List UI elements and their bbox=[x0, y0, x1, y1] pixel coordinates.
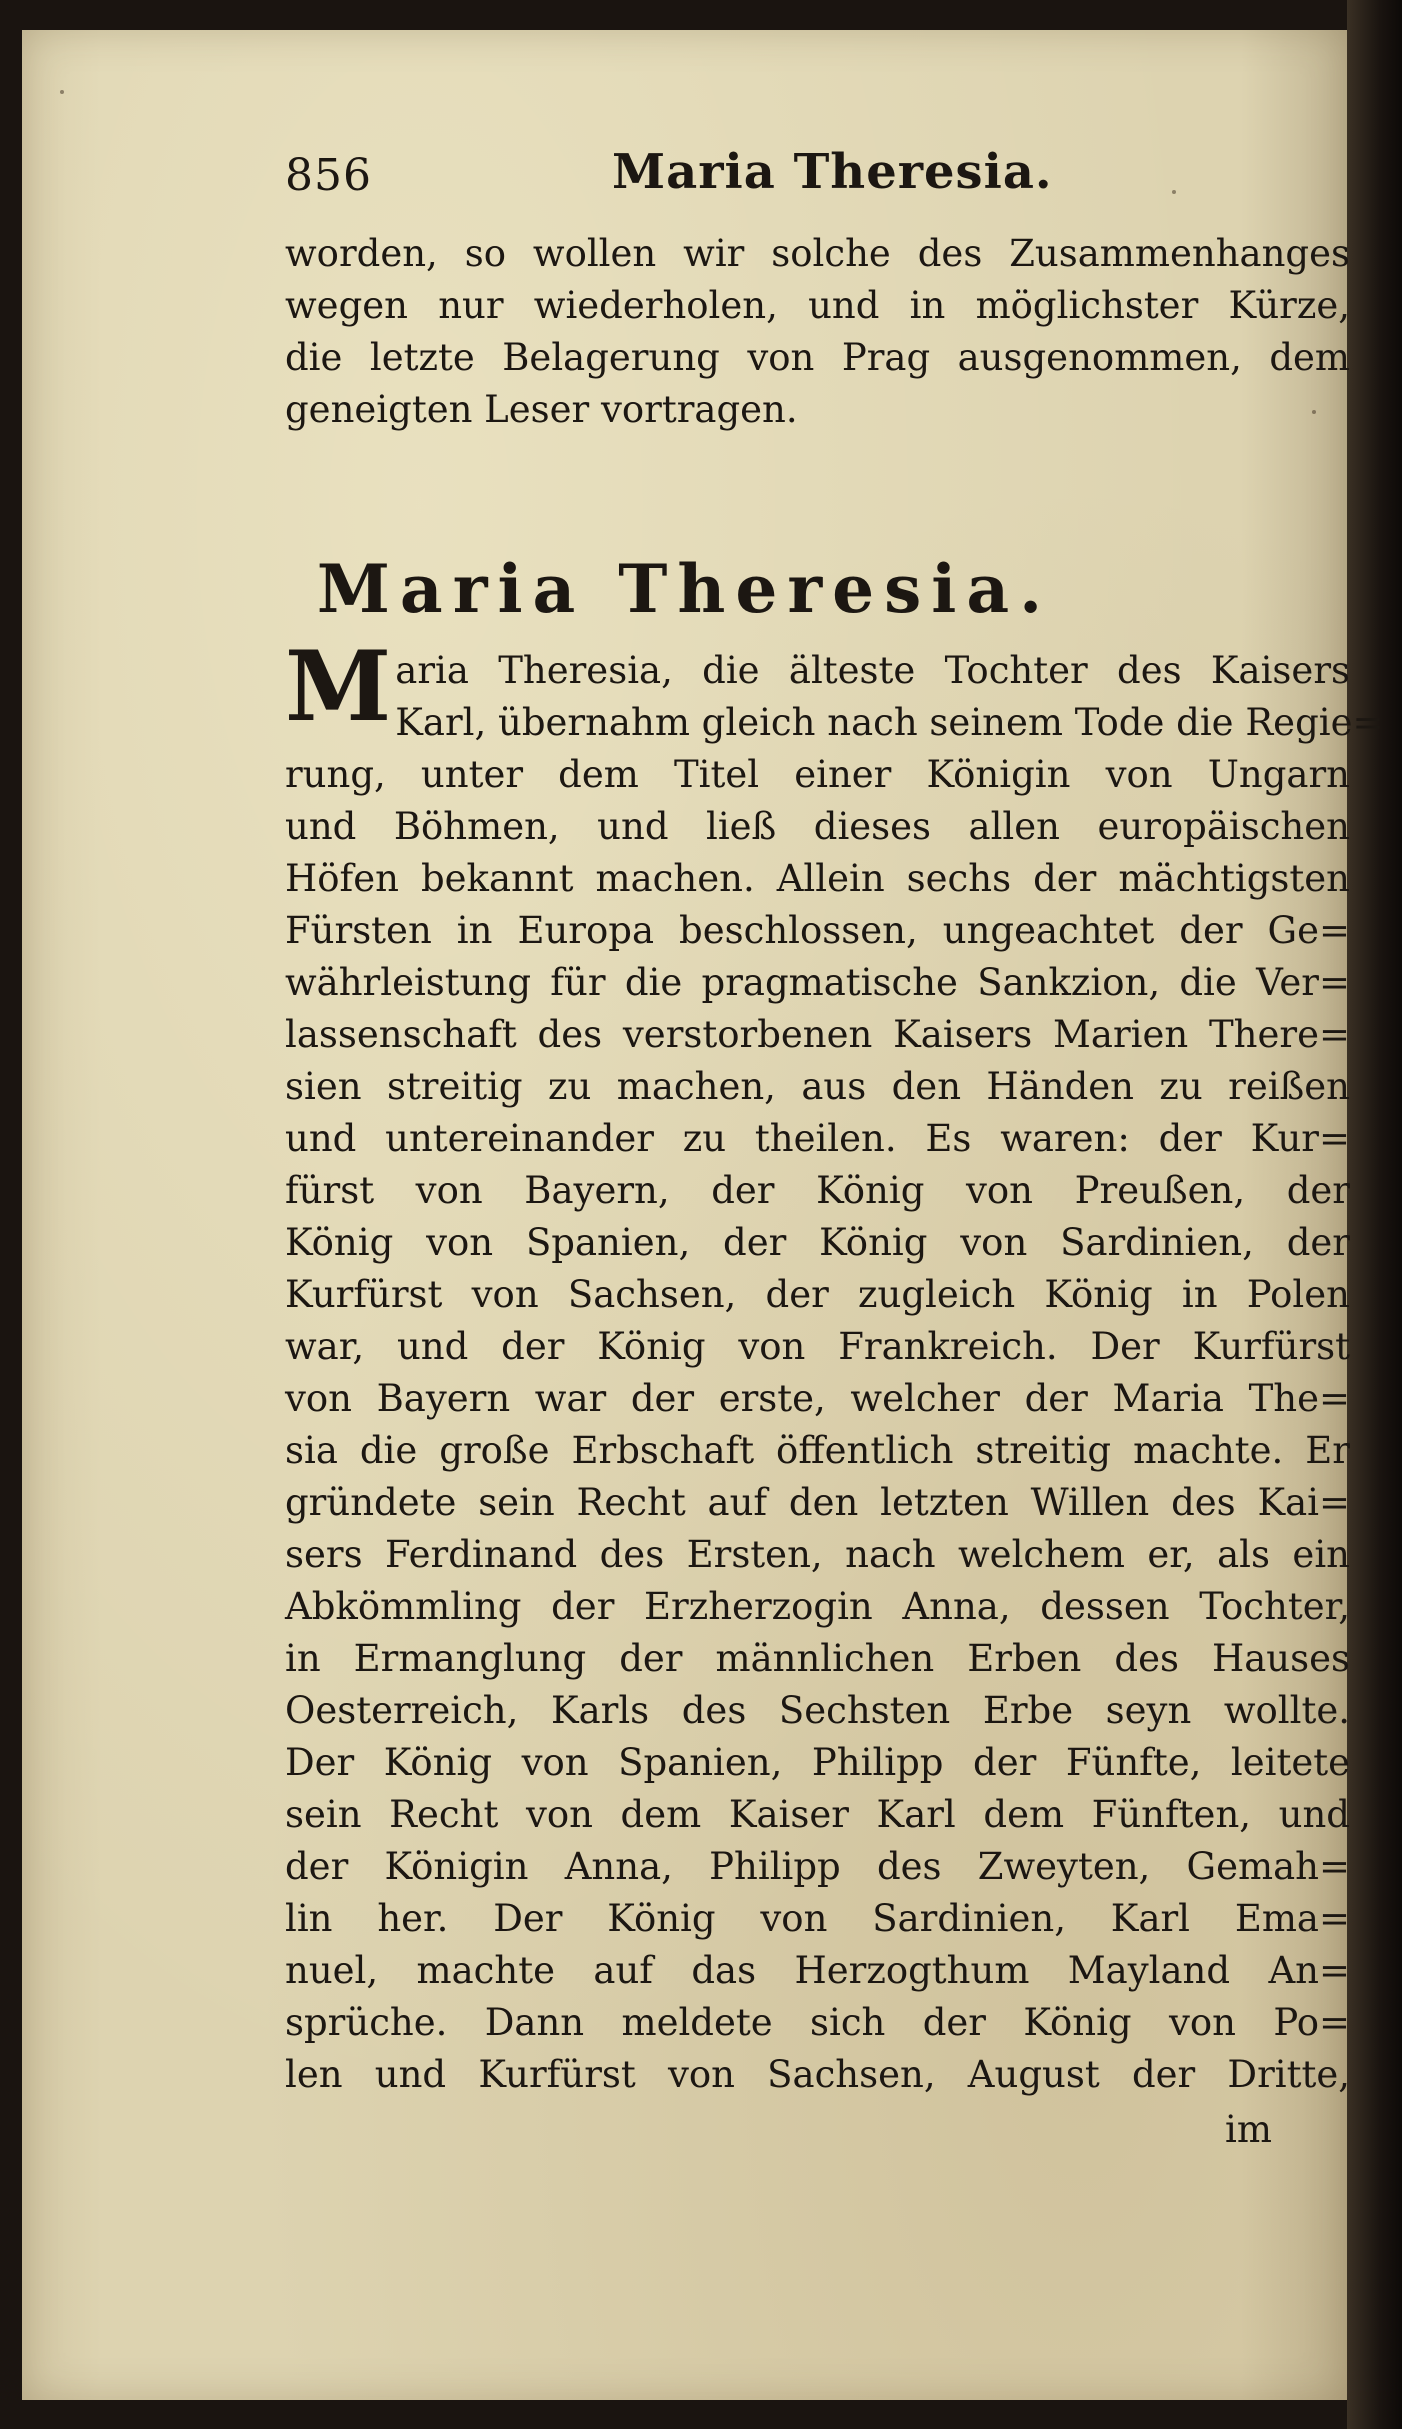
text-line: Karl, übernahm gleich nach seinem Tode die Regie= bbox=[395, 701, 1384, 744]
text-line: worden, so wollen wir solche des Zusammenhanges bbox=[285, 232, 1350, 275]
drop-initial: M bbox=[285, 630, 392, 743]
text-line: die letzte Belagerung von Prag ausgenommen, dem bbox=[285, 336, 1350, 379]
text-line: lassenschaft des verstorbenen Kaisers Marien There= bbox=[285, 1013, 1350, 1056]
text-line: von Bayern war der erste, welcher der Maria The= bbox=[285, 1377, 1350, 1420]
text-line: sia die große Erbschaft öffentlich streitig machte. Er bbox=[285, 1429, 1350, 1472]
text-line: wegen nur wiederholen, und in möglichster Kürze, bbox=[285, 284, 1350, 327]
main-paragraph bbox=[285, 630, 1384, 2101]
text-line: sien streitig zu machen, aus den Händen zu reißen bbox=[285, 1065, 1350, 1108]
text-line: sein Recht von dem Kaiser Karl dem Fünften, und bbox=[285, 1793, 1350, 1836]
intro-paragraph bbox=[285, 228, 1350, 436]
text-line: Der König von Spanien, Philipp der Fünfte, leitete bbox=[285, 1741, 1350, 1784]
text-line: rung, unter dem Titel einer Königin von Ungarn bbox=[285, 753, 1350, 796]
catchword: im bbox=[1225, 2108, 1272, 2151]
text-line: nuel, machte auf das Herzogthum Mayland An= bbox=[285, 1949, 1350, 1992]
paper-speck bbox=[1312, 410, 1316, 414]
paper-speck bbox=[60, 90, 64, 94]
text-line: len und Kurfürst von Sachsen, August der Dritte, bbox=[285, 2053, 1350, 2096]
text-line: König von Spanien, der König von Sardinien, der bbox=[285, 1221, 1350, 1264]
text-line: Abkömmling der Erzherzogin Anna, dessen Tochter, bbox=[285, 1585, 1350, 1628]
text-line: war, und der König von Frankreich. Der Kurfürst bbox=[285, 1325, 1350, 1368]
text-line: in Ermanglung der männlichen Erben des Hauses bbox=[285, 1637, 1350, 1680]
text-line: sers Ferdinand des Ersten, nach welchem er, als ein bbox=[285, 1533, 1350, 1576]
text-line: Kurfürst von Sachsen, der zugleich König in Polen bbox=[285, 1273, 1350, 1316]
text-line: sprüche. Dann meldete sich der König von Po= bbox=[285, 2001, 1350, 2044]
text-line: der Königin Anna, Philipp des Zweyten, Gemah= bbox=[285, 1845, 1350, 1888]
section-heading: Maria Theresia. bbox=[316, 550, 1053, 628]
text-line: Oesterreich, Karls des Sechsten Erbe seyn wollte. bbox=[285, 1689, 1350, 1732]
text-line: Fürsten in Europa beschlossen, ungeachtet der Ge= bbox=[285, 909, 1350, 952]
page-number: 856 bbox=[285, 150, 372, 201]
book-page bbox=[22, 30, 1384, 2400]
text-line: aria Theresia, die älteste Tochter des Kaisers bbox=[395, 649, 1350, 692]
text-line: Höfen bekannt machen. Allein sechs der mächtigsten bbox=[285, 857, 1350, 900]
text-line: fürst von Bayern, der König von Preußen, der bbox=[285, 1169, 1350, 1212]
running-title: Maria Theresia. bbox=[612, 144, 1053, 200]
text-line: und Böhmen, und ließ dieses allen europäischen bbox=[285, 805, 1350, 848]
text-line: und untereinander zu theilen. Es waren: der Kur= bbox=[285, 1117, 1350, 1160]
text-line: gründete sein Recht auf den letzten Willen des Kai= bbox=[285, 1481, 1350, 1524]
paper-speck bbox=[1172, 190, 1176, 194]
page-edge-shadow bbox=[1347, 0, 1402, 2429]
text-line: geneigten Leser vortragen. bbox=[285, 388, 798, 431]
text-line: währleistung für die pragmatische Sankzion, die Ver= bbox=[285, 961, 1350, 1004]
text-line: lin her. Der König von Sardinien, Karl Ema= bbox=[285, 1897, 1350, 1940]
running-head bbox=[22, 126, 1347, 206]
